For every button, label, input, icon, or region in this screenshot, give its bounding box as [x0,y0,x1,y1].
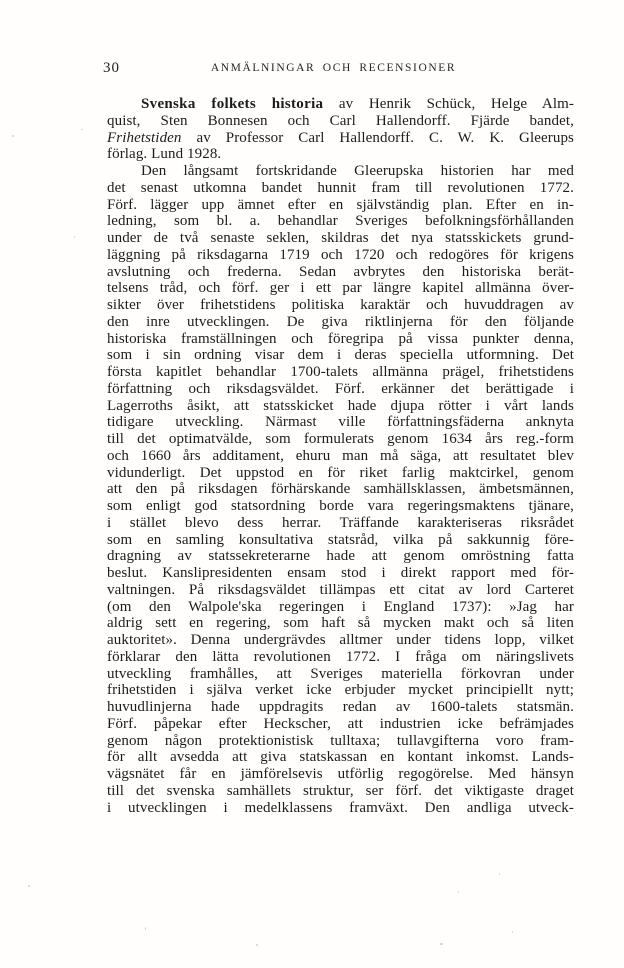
text-line [107,264,574,281]
text-line [107,565,574,582]
scan-speck [74,236,75,238]
body-text: under de två senaste seklen, skildras det nya statsskickets grund- [107,230,574,246]
text-line [107,749,574,766]
body-text: läggning på riksdagarna 1719 och 1720 och redogöres för krigens [107,246,574,263]
scan-speck [458,891,459,893]
text-line [107,364,574,381]
body-text: och 1660 års additament, ehuru man må säga, att resultatet blev [107,447,574,464]
text-line [107,515,574,532]
body-text: utveckling framhålles, att Sveriges materiella förkovran under [107,665,574,682]
text-line [107,448,574,465]
text-line [107,398,574,415]
text-line [107,213,574,230]
body-text: historiska framställningen och föregripa på vissa punkter denna, [107,330,574,347]
text-line [107,699,574,716]
body-text: tidigare utveckling. Närmast ville författningsfäderna anknyta [107,414,574,431]
body-text: Förf. lägger upp ämnet efter en självständig plan. Efter en in- [107,196,574,213]
text-line [107,548,574,565]
body-text: av Henrik Schück, Helge Alm- [323,96,574,112]
scan-speck [81,129,83,130]
text-line [107,96,574,113]
scan-speck [512,931,513,933]
text-line [107,615,574,632]
text-line [107,197,574,214]
body-text: genom någon protektionistisk tulltaxa; tullavgifterna voro fram- [107,732,574,749]
text-line [107,247,574,264]
text-line [107,180,574,197]
scan-speck [145,927,146,930]
body-text: sikter över frihetstidens politiska karaktär och huvuddragen av [107,297,574,313]
text-line [107,666,574,683]
body-text: att den på riksdagen förhärskande samhällsklassen, ämbetsmännen, [107,481,574,498]
text-line [107,532,574,549]
text-line [107,130,574,147]
body-text: dragning av statssekreterarne hade att genom omröstning fatta [107,548,574,565]
body-text: huvudlinjerna hade uppdragits redan av 1600-talets statsmän. [107,699,574,715]
body-text: Lagerroths åsikt, att statsskicket hade djupa rötter i vårt lands [107,397,574,414]
text-line [107,431,574,448]
body-text: i utvecklingen i medelklassens framväxt. Den andliga utveck- [107,799,574,816]
body-text: beslut. Kanslipresidenten ensam stod i direkt rapport med för- [107,565,574,581]
text-line [107,465,574,482]
body-text: i stället blevo dess herrar. Träffande karakteriseras riksrådet [107,514,574,531]
text-line [107,113,574,130]
text-line [107,347,574,364]
text-line [107,800,574,817]
text-line [107,498,574,515]
body-text: Förf. påpekar efter Heckscher, att industrien icke befrämjades [107,715,574,732]
text-line [107,163,574,180]
scan-speck [256,944,258,946]
text-line [107,280,574,297]
body-text: avslutning och frederna. Sedan avbrytes den historiska berät- [107,263,574,280]
body-text: för allt avsedda att giva statskassan en kontant inkomst. Lands- [107,749,574,766]
body-text: som enligt god statsordning borde vara regeringsmaktens tjänare, [107,498,574,514]
italic-text: Frihetstiden [107,129,182,146]
page-number: 30 [103,60,120,76]
body-text: det senast utkomna bandet hunnit fram till revolutionen 1772. [107,179,574,196]
scan-speck [12,135,14,137]
body-text: som i sin ordning visar dem i deras speciella utformning. Det [107,347,574,364]
body-text: telsens tråd, och förf. ger i ett par längre kapitel allmänna över- [107,280,574,297]
text-line [107,682,574,699]
body-text: till det svenska samhällets struktur, ser förf. det viktigaste draget [107,782,574,799]
text-line [107,297,574,314]
body-text: Den långsamt fortskridande Gleerupska historien har med [141,163,574,179]
body-text: aldrig sett en regering, som haft så mycken makt och så liten [107,615,574,632]
body-text: som en samling konsultativa statsråd, vilka på sakkunnig före- [107,531,574,548]
text-line [107,632,574,649]
body-text: valtningen. På riksdagsväldet tillämpas ett citat av lord Carteret [107,581,574,598]
body-text: quist, Sten Bonnesen och Carl Hallendorff. Fjärde bandet, [107,112,574,129]
body-text: första kapitlet behandlar 1700-talets allmänna prägel, frihetstidens [107,364,574,380]
text-line [107,381,574,398]
text-line [107,146,574,163]
text-line [107,331,574,348]
bold-text: Svenska folkets historia [141,96,324,112]
page-header [103,60,574,78]
body-text: ledning, som bl. a. behandlar Sveriges befolkningsförhållanden [107,213,574,230]
text-line [107,414,574,431]
body-text: till det optimatvälde, som formulerats genom 1634 års reg.-form [107,431,574,447]
body-text: författning och riksdagsväldet. Förf. erkänner det berättigade i [107,380,574,397]
text-line [107,314,574,331]
scan-speck [499,873,500,875]
body-text: av Professor Carl Hallendorff. C. W. K. Gleerups [181,129,574,146]
text-line [107,716,574,733]
body-text: auktoritet». Denna undergrävdes alltmer under tidens lopp, vilket [107,632,574,648]
scan-speck [28,885,30,887]
scan-speck [440,943,443,945]
body-text: förlag. Lund 1928. [107,146,222,163]
text-line [107,599,574,616]
body-text: vägsnätet får en jämförelsevis utförlig regogörelse. Med hänsyn [107,766,574,782]
text-line [107,783,574,800]
body-text: (om den Walpole'ska regeringen i England 1737): »Jag har [107,598,574,615]
running-header: ANMÄLNINGAR OCH RECENSIONER [210,62,457,74]
text-line [107,649,574,666]
body-text: frihetstiden i själva verket icke erbjuder mycket principiellt nytt; [107,682,574,699]
text-line [107,733,574,750]
text-line [107,230,574,247]
review-text [107,96,574,816]
text-line [107,481,574,498]
body-text: vidunderligt. Det uppstod en för riket farlig maktcirkel, genom [107,464,574,481]
body-text: förklarar den lätta revolutionen 1772. I fråga om näringslivets [107,648,574,665]
text-line [107,582,574,599]
body-text: den inre utvecklingen. De giva riktlinjerna för den följande [107,313,574,330]
text-line [107,766,574,783]
